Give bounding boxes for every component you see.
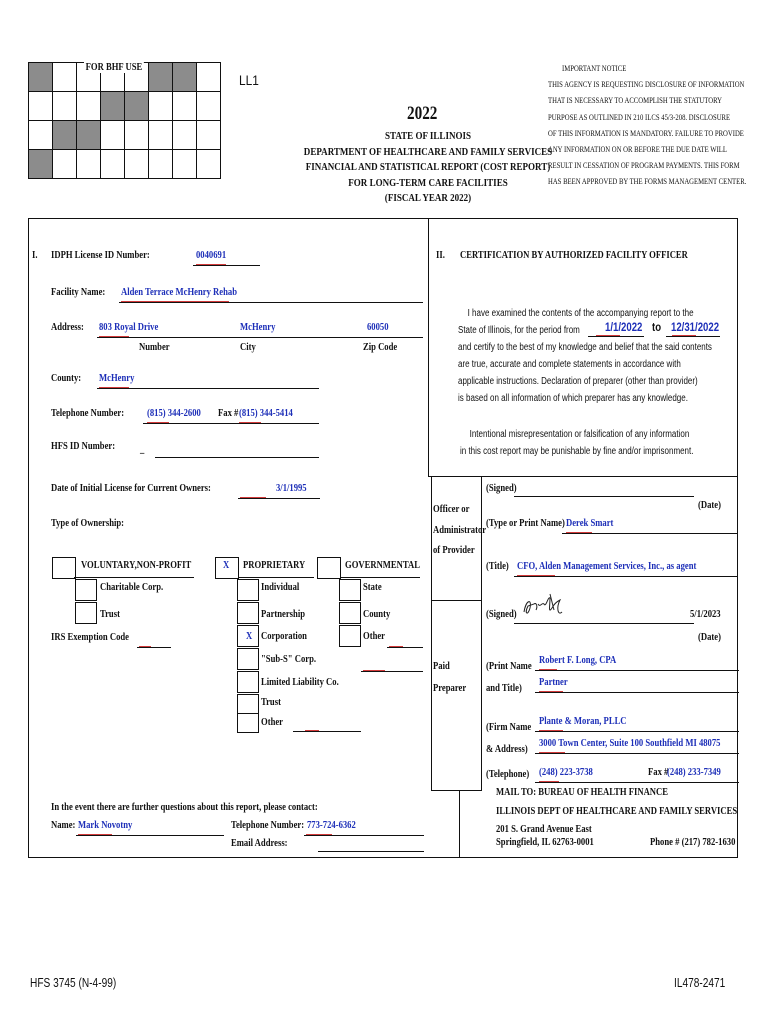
period-to[interactable]: 12/31/2022 — [671, 320, 720, 334]
partnership-checkbox[interactable] — [237, 602, 259, 624]
telephone-label: Telephone Number: — [51, 408, 125, 419]
preparer-bottom — [431, 790, 481, 791]
type-print-label: (Type or Print Name) — [486, 518, 565, 529]
partnership-label: Partnership — [261, 609, 306, 620]
frame-left — [28, 218, 29, 858]
address-street[interactable]: 803 Royal Drive — [99, 322, 159, 333]
misrepresentation-warning: Intentional misrepresentation or falsification of any information in this cost report may be punishable by fine and/or imprisonment. — [460, 429, 694, 457]
officer-col-left — [431, 476, 432, 791]
trust2-label: Trust — [261, 697, 281, 708]
officer-date-label: (Date) — [698, 500, 721, 511]
llc-checkbox[interactable] — [237, 671, 259, 693]
print-name-labels: (Print Name and Title) — [486, 661, 532, 694]
county-gov-label: County — [363, 609, 391, 620]
license-value[interactable]: 0040691 — [196, 250, 227, 261]
ownership-label: Type of Ownership: — [51, 518, 125, 529]
facility-label: Facility Name: — [51, 287, 106, 298]
contact-phone-label: Telephone Number: — [231, 820, 305, 831]
city-caption: City — [240, 342, 256, 353]
section2-cert-bottom — [428, 476, 738, 477]
other-checkbox[interactable] — [237, 713, 259, 733]
mail-phone: Phone # (217) 782-1630 — [650, 837, 736, 848]
contact-name-label: Name: — [51, 820, 76, 831]
preparer-label: Paid Preparer — [433, 661, 467, 694]
proprietary-label: PROPRIETARY — [243, 560, 306, 571]
firm-phone[interactable]: (248) 223-3738 — [539, 767, 593, 778]
initial-license-label: Date of Initial License for Current Owners: — [51, 483, 211, 494]
signature-date[interactable]: 5/1/2023 — [690, 609, 721, 620]
initial-license-value[interactable]: 3/1/1995 — [276, 483, 307, 494]
license-label: IDPH License ID Number: — [51, 250, 150, 261]
voluntary-checkbox[interactable] — [52, 557, 76, 579]
governmental-label: GOVERNMENTAL — [345, 560, 420, 571]
form-code: LL1 — [239, 72, 259, 88]
bhf-use-grid — [28, 62, 221, 179]
governmental-checkbox[interactable] — [317, 557, 341, 579]
address-city[interactable]: McHenry — [240, 322, 276, 333]
section1-numeral: I. — [32, 250, 38, 261]
mail-to-address: MAIL TO: BUREAU OF HEALTH FINANCE ILLINOIS DEPT OF HEALTHCARE AND FAMILY SERVICES 201 S. Grand Avenue East — [496, 787, 738, 835]
charitable-label: Charitable Corp. — [100, 582, 164, 593]
officer-signature-line[interactable] — [514, 496, 694, 497]
section2-title: CERTIFICATION BY AUTHORIZED FACILITY OFFICER — [460, 250, 688, 261]
preparer-signature — [520, 592, 568, 622]
irs-exemption-label: IRS Exemption Code — [51, 632, 129, 643]
certification-text: I have examined the contents of the accompanying report to the State of Illinois, for the period from and certify to the best of my knowledge and belief that the said contents are true, accurate and complete statements in accordance with applicable instructions. Declaration of preparer (other than provider) is based on all information of which preparer has any knowledge. — [458, 308, 712, 404]
officer-name[interactable]: Derek Smart — [566, 518, 614, 529]
firm-address[interactable]: 3000 Town Center, Suite 100 Southfield MI 48075 — [539, 738, 721, 749]
mail-divider — [459, 790, 460, 857]
sub-s-checkbox[interactable] — [237, 648, 259, 670]
frame-bottom — [28, 857, 738, 858]
firm-name[interactable]: Plante & Moran, PLLC — [539, 716, 627, 727]
fax-value[interactable]: (815) 344-5414 — [239, 408, 293, 419]
officer-preparer-divider — [431, 600, 481, 601]
county-value[interactable]: McHenry — [99, 373, 135, 384]
sub-s-label: "Sub-S" Corp. — [261, 654, 317, 665]
number-caption: Number — [139, 342, 170, 353]
officer-title[interactable]: CFO, Alden Management Services, Inc., as agent — [517, 561, 697, 572]
mail-city: Springfield, IL 62763-0001 — [496, 837, 594, 848]
preparer-signed-label: (Signed) — [486, 609, 517, 620]
report-year: 2022 — [407, 103, 438, 124]
charitable-checkbox[interactable] — [75, 579, 97, 601]
individual-label: Individual — [261, 582, 300, 593]
for-bhf-use-label: FOR BHF USE — [85, 62, 143, 73]
firm-telephone-label: (Telephone) — [486, 769, 530, 780]
other-label: Other — [261, 717, 283, 728]
hfs-label: HFS ID Number: — [51, 441, 116, 452]
proprietary-mark: X — [223, 560, 230, 571]
title-label: (Title) — [486, 561, 509, 572]
preparer-signature-line[interactable] — [514, 623, 694, 624]
address-zip[interactable]: 60050 — [367, 322, 389, 333]
firm-fax-label: Fax # — [648, 767, 669, 778]
form-number: HFS 3745 (N-4-99) — [30, 975, 117, 990]
trust-label: Trust — [100, 609, 120, 620]
llc-label: Limited Liability Co. — [261, 677, 339, 688]
preparer-name[interactable]: Robert F. Long, CPA — [539, 655, 617, 666]
facility-value[interactable]: Alden Terrace McHenry Rehab — [121, 287, 237, 298]
firm-labels: (Firm Name & Address) — [486, 722, 532, 755]
officer-label: Officer or Administrator of Provider — [433, 504, 487, 556]
county-label: County: — [51, 373, 82, 384]
other-gov-label: Other — [363, 631, 385, 642]
state-label: State — [363, 582, 382, 593]
period-from[interactable]: 1/1/2022 — [605, 320, 643, 334]
frame-top — [28, 218, 738, 219]
preparer-title[interactable]: Partner — [539, 677, 568, 688]
contact-phone-value[interactable]: 773-724-6362 — [307, 820, 356, 831]
telephone-value[interactable]: (815) 344-2600 — [147, 408, 201, 419]
section-divider — [428, 218, 429, 476]
other-gov-checkbox[interactable] — [339, 625, 361, 647]
voluntary-label: VOLUNTARY,NON-PROFIT — [81, 560, 192, 571]
preparer-date-label: (Date) — [698, 632, 721, 643]
email-label: Email Address: — [231, 838, 288, 849]
fax-label: Fax # — [218, 408, 239, 419]
corporation-mark: X — [246, 631, 253, 642]
corporation-label: Corporation — [261, 631, 307, 642]
zip-caption: Zip Code — [363, 342, 398, 353]
contact-name-value[interactable]: Mark Novotny — [78, 820, 133, 831]
section2-numeral: II. — [436, 250, 445, 261]
trust2-checkbox[interactable] — [237, 694, 259, 714]
frame-right — [737, 218, 738, 858]
report-title: STATE OF ILLINOIS DEPARTMENT OF HEALTHCARE AND FAMILY SERVICES FINANCIAL AND STATISTICAL REPORT (COST REPORT) FOR LONG-TERM CARE FACILITIES (FISCAL YEAR 2022) — [303, 130, 553, 204]
page-code: IL478-2471 — [674, 975, 726, 990]
individual-checkbox[interactable] — [237, 579, 259, 601]
address-label: Address: — [51, 322, 84, 333]
officer-signed-label: (Signed) — [486, 483, 517, 494]
firm-fax[interactable]: (248) 233-7349 — [667, 767, 721, 778]
hfs-value[interactable]: _ — [140, 444, 145, 455]
trust-checkbox[interactable] — [75, 602, 97, 624]
important-notice: IMPORTANT NOTICE THIS AGENCY IS REQUESTING DISCLOSURE OF INFORMATION THAT IS NECESSARY TO ACCOMPLISH THE STATUTORY PURPOSE AS OUTLINED IN 210 ILCS 45/3-208. DISCLOSURE OF THIS INFORMATION IS MANDATORY. FAILURE TO PROVIDE ANY INFORMATION ON OR BEFORE THE DUE DATE WILL RESULT IN CESSATION OF PROGRAM PAYMENTS. THIS FORM HAS BEEN APPROVED BY THE FORMS MANAGEMENT CENTER. — [548, 63, 747, 187]
period-to-label: to — [652, 320, 662, 334]
state-checkbox[interactable] — [339, 579, 361, 601]
questions-text: In the event there are further questions about this report, please contact: — [51, 802, 318, 813]
county-checkbox[interactable] — [339, 602, 361, 624]
